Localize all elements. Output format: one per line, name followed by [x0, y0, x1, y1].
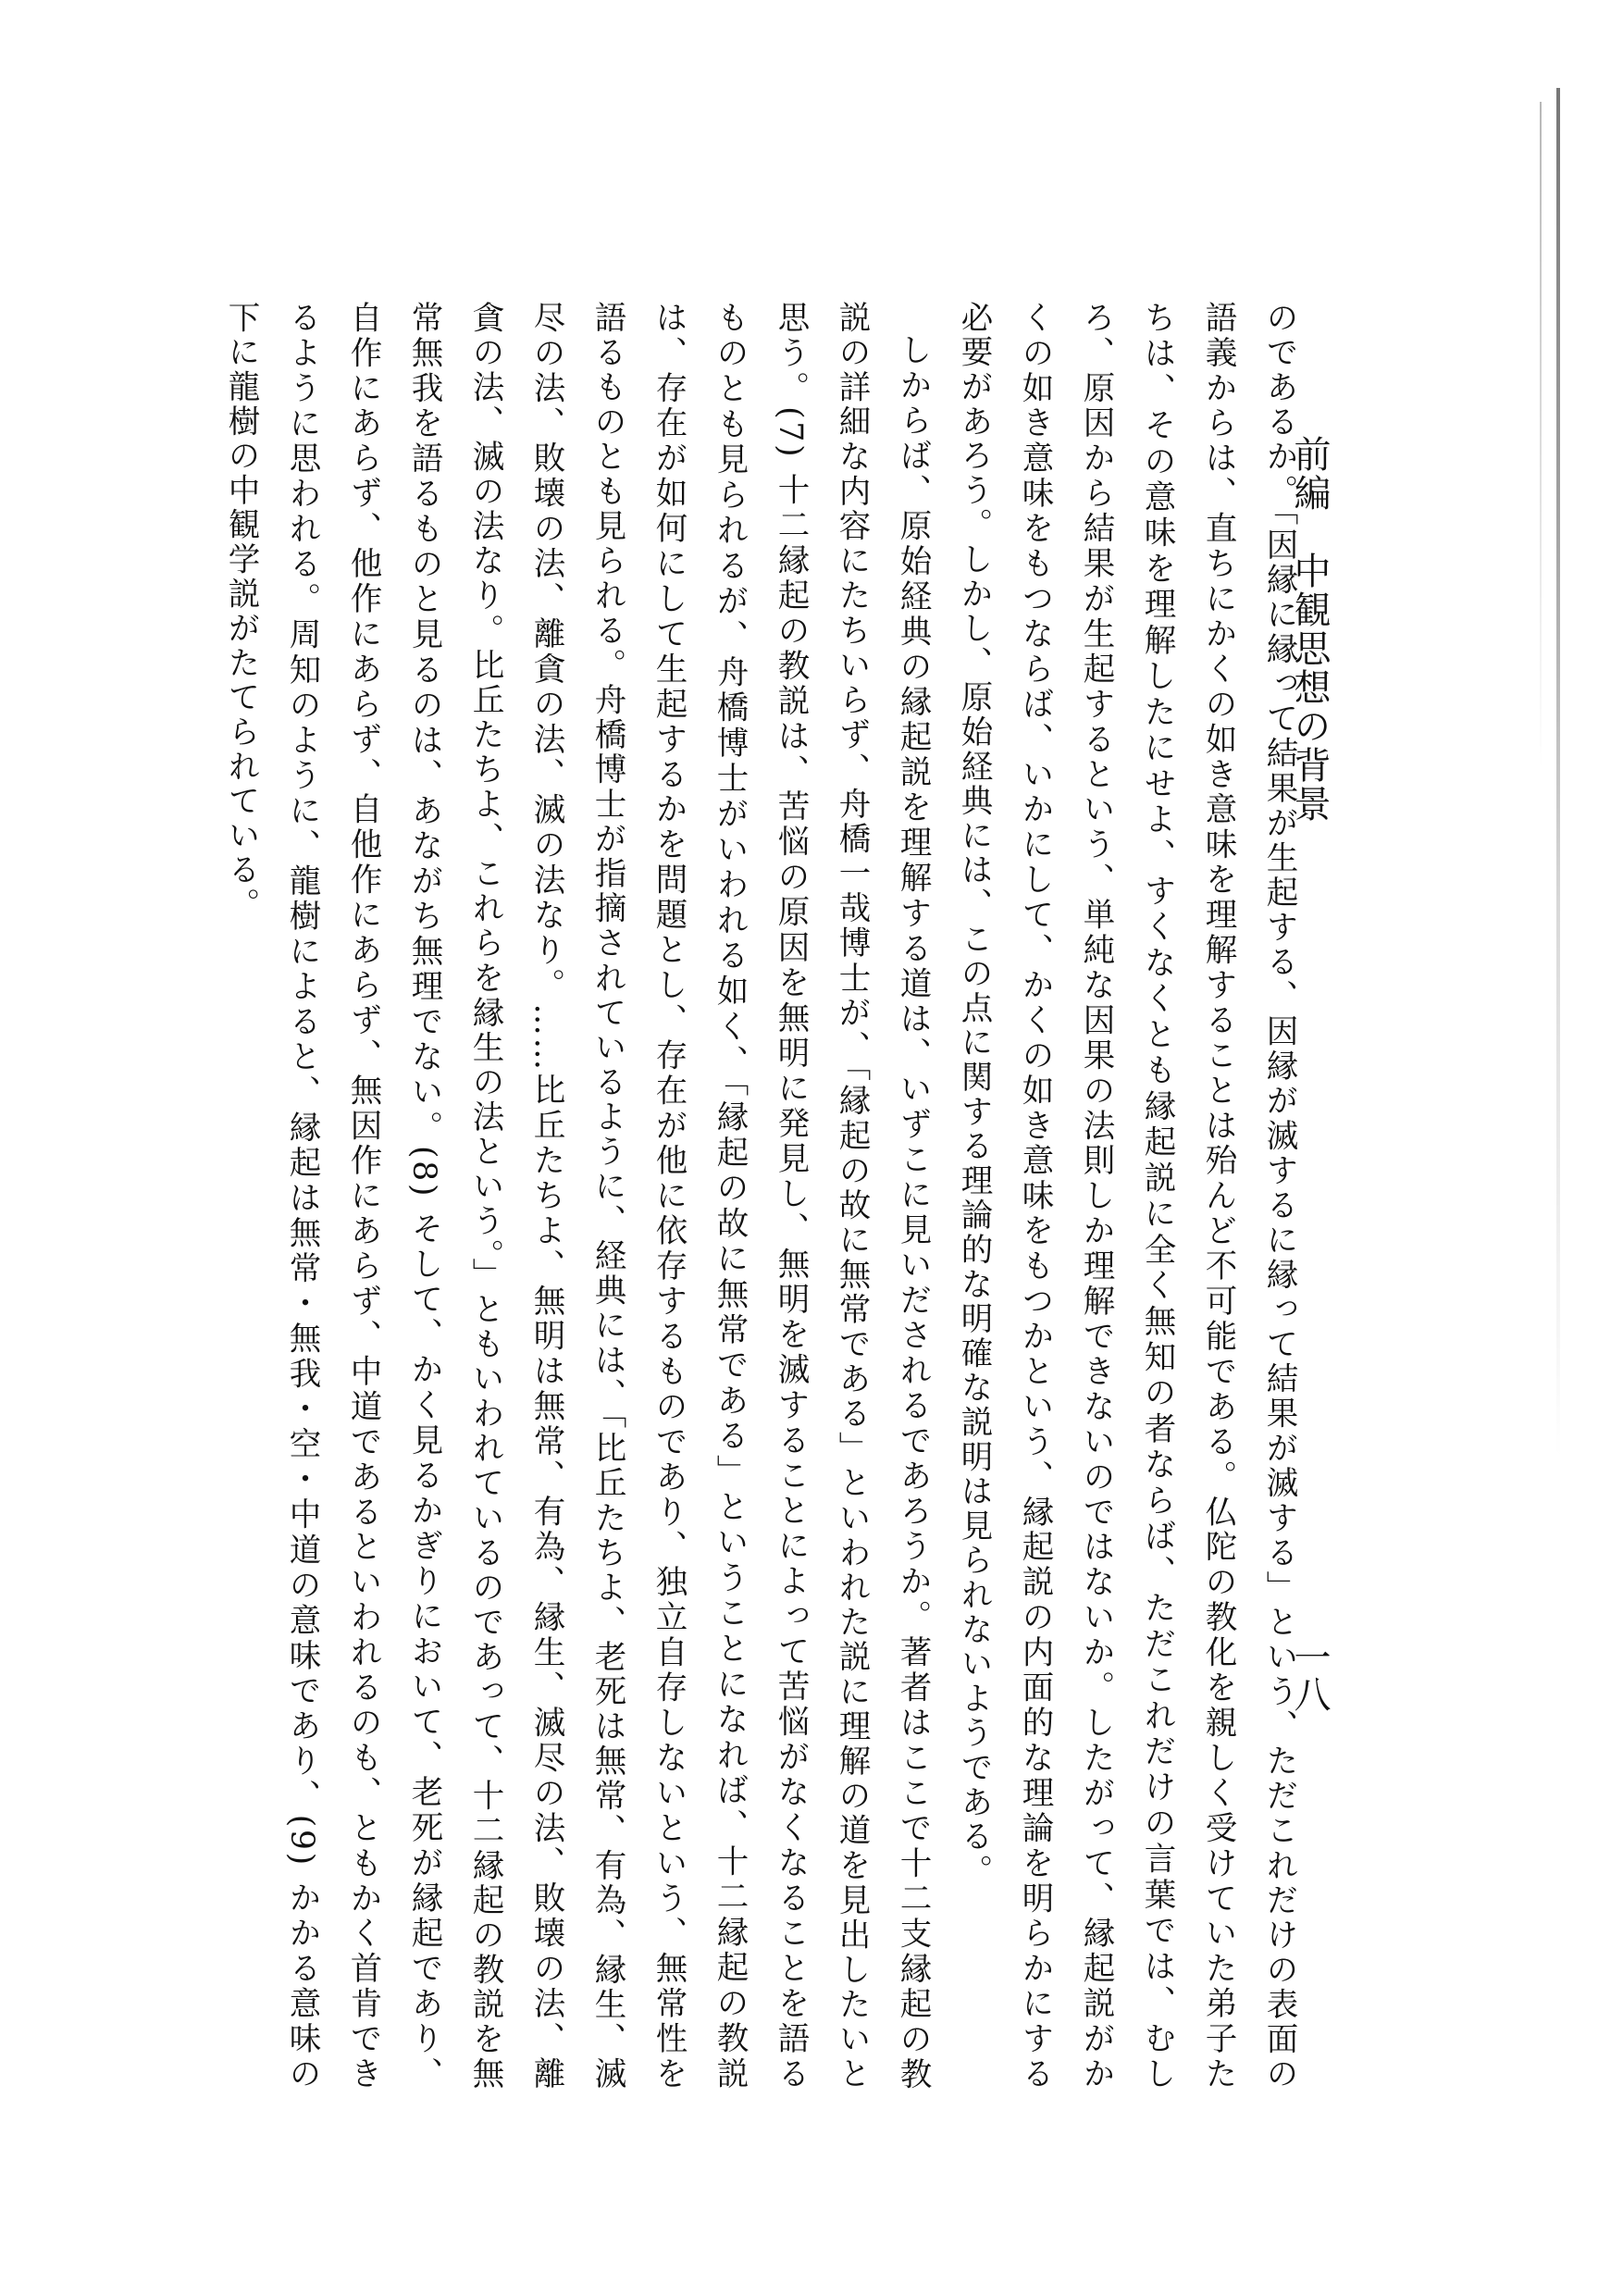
running-head: 前編 中観思想の背景 — [1288, 435, 1331, 824]
paragraph-1: のであるか。「因縁に縁って結果が生起する、因縁が滅するに縁って結果が滅する」という、ただこれだけの表面の語義からは、直ちにかくの如き意味を理解することは殆んど不可能である。仏陀の教化を親しく受けていた弟子たちは、その意味を理解したにせよ、すくなくとも縁起説に全く無知の者ならば、ただこれだけの言葉では、むしろ、原因から結果が生起するという、単純な因果の法則しか理解できないのではないか。したがって、縁起説がかくの如き意味をもつならば、いかにして、かくの如き意味をもつかという、縁起説の内面的な理論を明らかにする必要があろう。しかし、原始経典には、この点に関する理論的な明確な説明は見られないようである。 — [955, 301, 1297, 2091]
page-number: 一八 — [1288, 1638, 1331, 1712]
scan-edge-line — [1556, 88, 1560, 1458]
paragraph-2: しからば、原始経典の縁起説を理解する道は、いずこに見いだされるであろうか。著者はここで十二支縁起の教説の詳細な内容にたちいらず、舟橋一哉博士が、「縁起の故に無常である」といわれた説に理解の道を見出したいと思う。(7) 十二縁起の教説は、苦悩の原因を無明に発見し、無明を滅することによって苦悩がなくなることを語るものとも見られるが、舟橋博士がいわれる如く、「縁起の故に無常である」ということになれば、十二縁起の教説は、存在が如何にして生起するかを問題とし、存在が他に依存するものであり、独立自存しないという、無常性を語るものとも見られる。舟橋博士が指摘されているように、経典には、「比丘たちよ、老死は無常、有為、縁生、滅尽の法、敗壊の法、離貪の法、滅の法なり。……比丘たちよ、無明は無常、有為、縁生、滅尽の法、敗壊の法、離貪の法、滅の法なり。比丘たちよ、これらを縁生の法という。」ともいわれているのであって、十二縁起の教説を無常無我を語るものと見るのは、あながち無理でない。(8) そして、かく見るかぎりにおいて、老死が縁起であり、自作にあらず、他作にあらず、自他作にあらず、無因作にあらず、中道であるといわれるのも、ともかく首肯できるように思われる。周知のように、龍樹によると、縁起は無常・無我・空・中道の意味であり、(9) かかる意味の下に龍樹の中観学説がたてられている。 — [222, 301, 931, 2091]
scan-edge-line-secondary — [1540, 102, 1542, 768]
body-text — [148, 301, 1309, 2091]
